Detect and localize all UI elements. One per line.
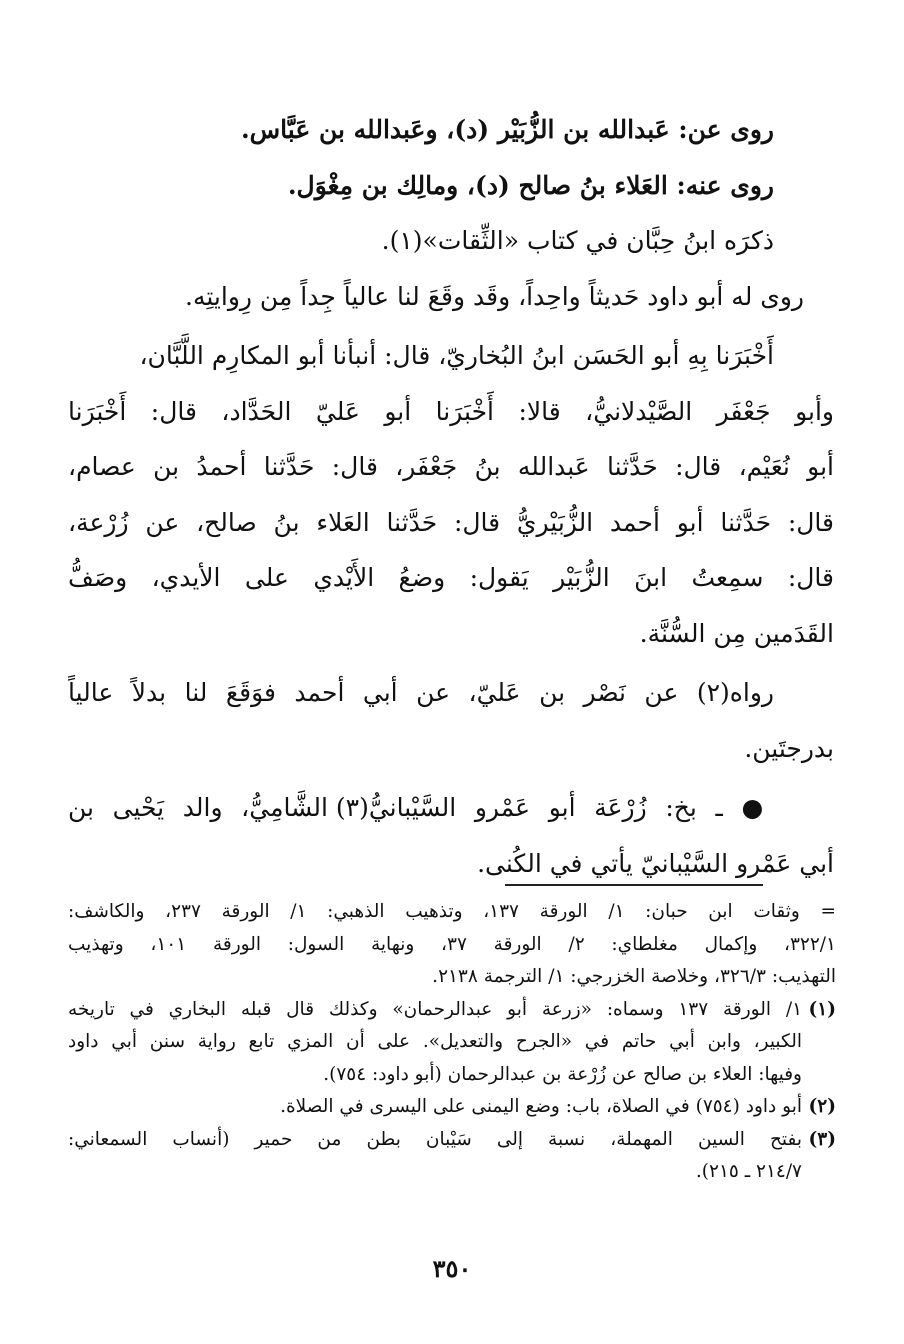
footnote-continuation-line-3: التهذيب: ٣٢٦/٣، وخلاصة الخزرجي: ١/ الترجمة ٢١٣٨.: [432, 966, 836, 987]
footnote-separator: [505, 884, 763, 886]
isnad-line-3: أبو نُعَيْم، قال: حَدَّثنا عَبدالله بنُ جَعْفَر، قال: حَدَّثنا أحمدُ بن عصام،: [68, 452, 834, 481]
entry-zurah-line-2: أبي عَمْرو السَّيْبانيّ يأتي في الكُنى.: [477, 848, 834, 878]
footnote-marker: (١): [808, 998, 836, 1020]
footnote-continuation-line-2: ٣٢٢/١، وإكمال مغلطاي: ٢/ الورقة ٣٧، ونهاية السول: الورقة ١٠١، وتهذيب: [68, 933, 836, 955]
footnote-marker: (٢): [808, 1096, 836, 1117]
main-text: [68, 102, 834, 891]
rawah-line-2: بدرجتَين.: [744, 733, 834, 763]
narrated-from-line: روى عن: عَبدالله بن الزُّبَيْر (د)، وعَبدالله بن عَبَّاس.: [240, 115, 774, 144]
footnote-line: أبو داود (٧٥٤) في الصلاة، باب: وضع اليمنى على اليسرى في الصلاة.: [280, 1096, 802, 1117]
isnad-line-4: قال: حَدَّثنا أبو أحمد الزُّبَيْريُّ قال: حَدَّثنا العَلاء بنُ صالح، عن زُرْعة،: [68, 507, 834, 537]
narrated-by-line: روى عنه: العَلاء بنُ صالح (د)، ومالِك بن مِغْوَل.: [287, 170, 774, 200]
isnad-line-1: أَخْبَرَنا بِهِ أبو الحَسَن ابنُ البُخاريّ، قال: أنبأنا أبو المكارِم اللَّبَّان،: [139, 341, 774, 370]
isnad-line-5: قال: سمِعتُ ابنَ الزُّبَيْر يَقول: وضعُ الأَيْدي على الأيدي، وصَفُّ: [68, 563, 834, 592]
footnote-continuation-line-1: = وثقات ابن حبان: ١/ الورقة ١٣٧، وتذهيب الذهبي: ١/ الورقة ٢٣٧، والكاشف:: [68, 901, 836, 922]
footnote-line: وفيها: العلاء بن صالح عن زُرْعة بن عبدالرحمان (أبو داود: ٧٥٤).: [323, 1063, 802, 1085]
abu-dawud-line: روى له أبو داود حَديثاً واحِداً، وقَد وقَعَ لنا عالياً جِداً مِن رِوايتِه.: [185, 281, 804, 311]
footnotes: [68, 896, 836, 1189]
footnote-1: [68, 994, 836, 1092]
footnote-line: ٢١٤/٧ ـ ٢١٥).: [695, 1161, 802, 1182]
rawah-line-1: رواه(٢) عن نَصْر بن عَليّ، عن أبي أحمد فوَقَعَ لنا بدلاً عالياً: [68, 678, 774, 707]
footnote-2: [68, 1091, 836, 1124]
footnote-line: الكبير، وابن أبي حاتم في «الجرح والتعديل». على أن المزي تابع رواية سنن أبي داود: [68, 1031, 802, 1052]
page-number: ٣٥٠: [432, 1254, 472, 1283]
isnad-line-6: القَدَمين مِن السُّنَّة.: [639, 618, 834, 648]
ibn-hibban-line: ذكرَه ابنُ حِبَّان في كتاب «الثِّقات»(١).: [381, 226, 774, 255]
footnote-line: ١/ الورقة ١٣٧ وسماه: «زرعة أبو عبدالرحمان» وكذلك قال قبله البخاري في تاريخه: [68, 998, 803, 1020]
isnad-line-2: وأبو جَعْفَر الصَّيْدلانيُّ، قالا: أَخْبَرَنا أبو عَليّ الحَدَّاد، قال: أَخْبَرَنا: [68, 396, 834, 426]
footnote-marker: (٣): [808, 1128, 836, 1150]
footnote-3: [68, 1124, 836, 1189]
entry-zurah-line-1: ● ـ بخ: زُرْعَة أبو عَمْرو السَّيْبانيُّ(٣) الشَّامِيُّ، والد يَحْيى بن: [68, 793, 774, 822]
footnote-line: بفتح السين المهملة، نسبة إلى سَيْبان بطن من حمير (أنساب السمعاني:: [68, 1128, 802, 1150]
